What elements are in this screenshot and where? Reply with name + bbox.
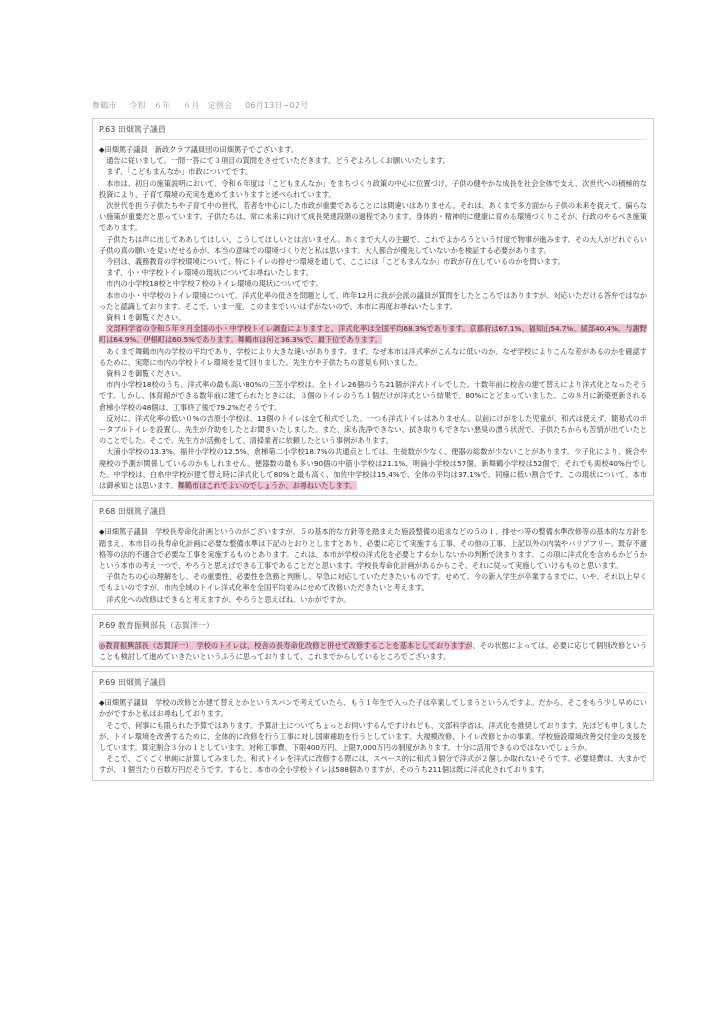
paragraph [99,290,647,312]
paragraph [99,234,647,256]
header-era: 令和 ６年 [129,101,171,110]
paragraph [99,379,647,413]
paragraph [99,753,647,775]
speaker-heading: P.69 田畑篤子議員 [99,675,647,693]
paragraph-text: 本市は、初日の施策説明において、令和６年度は「こどもまんなか」をまちづくり政策の中心に位置づけ、子供の健やかな成長を社会全体で支え、次世代への積極的な投資により、子育て環境の充実を進めてまいりますと述べられています。 [99,178,647,199]
speaker-heading: P.68 田畑篤子議員 [99,504,647,522]
header-date: 06月13日−02号 [245,101,309,110]
paragraph [99,178,647,200]
speech-section [92,500,654,609]
paragraph [99,256,647,267]
paragraph [99,720,647,754]
paragraph-text: まず、「こどもまんなか」市政についてです。 [106,167,253,177]
paragraph [99,267,647,278]
paragraph-text: 本市の小・中学校のトイレ環境について、洋式化率の低さを問題として、昨年12月に我が会派の議員が質問をしたところではありますが、対応いただける答弁ではなかったと認識しております。そこで、いま一度、このままでいいはずがないので、本市に再度お尋ねいたします。 [99,290,647,311]
paragraph [99,594,647,605]
paragraph-text: 資料１を御覧ください。 [106,313,186,323]
paragraph-text: 資料２を御覧ください。 [106,369,186,379]
paragraph [99,413,647,447]
paragraph-text: 反対に、洋式化率の低い０%の吉原小学校は、13個のトイレは全て和式でした。一つも洋式トイレはありません。以前にけがをした児童が、和式は使えず、簡易式のポータブルトイレを設置し、先生が介助をしたとお聞きいたしました。また、床も洗浄できない、拭き取りもできない悪臭の漂う状況で、子供たちからも苦情が出ていたとのことでした。そこで、先生方が活動をして、清掃業者に依頼したという事例があります。 [99,413,647,446]
paragraph-text: 大浦小学校の13.3%、福井小学校の12.5%、倉梯第二小学校18.7%の共通点としては、生徒数が少なく、便器の総数が少ないことがあります。少子化により、統合や廃校の予測が関係しているのかもしれません。便器数の最も多い90個の中筋小学校は21.1%、明倫小学校は57個、新舞鶴小学校は52個で、それでも両校40%台でした。中学校は、白糸中学校が建て替え時に洋式化して80%と最も高く、加佐中学校は15.4%で、全体の平均は37.1%で、同様に低い割合です。この現状について、本市は御承知とは思います。 [99,447,647,491]
paragraph [99,697,647,719]
paragraph [99,526,647,571]
highlighted-text: 舞鶴市はこれでよいのでしょうか、お尋ねいたします。 [177,481,357,491]
paragraph-text: 今回は、義務教育の学校環境について、特にトイレの排せつ環境を通して、ここには「こどもまんなか」市政が存在しているのかを問います。 [106,257,565,267]
paragraph-text: ◆田畑篤子議員 学校長寿命化計画というのがございますが、５の基本的な方針等を踏まえた施設整備の追求などの５の１、排せつ等の整備水準改修等の基本的な方針を踏まえ、本市目の長寿命化計画に必要な整備水準は下記のとおりとしますとあり、必要に応じて実施する工事、その他の工事、上記以外の内装やバリアフリー、既存不適格等の法的不適合で必要な工事を実施するものとあります。これは、本市が学校の洋式化を必要とするかしないかの判断で決まります。この項に洋式化を含めるかどうかという本市の考え一つで、やろうと思えばできる工事であることだと思います。学校長寿命化計画があるからこそ、それに従って実施していけるものと思います。 [99,527,647,570]
paragraph-text: まず、小・中学校トイレ環境の現状についてお尋ねいたします。 [106,268,313,278]
speaker-heading: P.63 田畑篤子議員 [99,122,647,140]
paragraph [99,640,647,662]
highlighted-text: 文部科学省の令和５年９月全国の小・中学校トイレ調査によりますと、洋式化率は全国平均68.3%であります。京都府は67.1%、福知山54.7%、綾部40.4%、与謝野町は64.9%、伊根町は60.5%であります。舞鶴市は何と36.3%で、最下位であります。 [99,324,647,345]
paragraph-text: ◆田畑篤子議員 新政クラブ議員団の田畑篤子でございます。 [99,145,299,154]
document-header [92,100,652,111]
paragraph-text: 、その状態によっては、必要に応じて個別改修ということも検討して進めていきたいというふうに思っておりまして、これまでからしているところでございます。 [99,640,647,661]
minutes-body [92,118,654,785]
paragraph-text: 市内小学校18校のうち、洋式率の最も高い80%の三笠小学校は、全トイレ26個のうち21個が洋式トイレでした。十数年前に校舎の建て替えにより洋式化となったそうです。しかし、体育館ができる数年前に建てられたときには、３個のトイレのうち１個だけが洋式という結果で、80%にとどまっていました。この８月に新築更新される倉梯小学校の48個は、工事終了後で79.2%だそうです。 [99,380,647,412]
paragraph [99,200,647,234]
paragraph [99,368,647,379]
speech-section [92,614,654,667]
paragraph-text: そこで、ごくごく単純に計算してみました。和式トイレを洋式に改修する際には、スペース的に和式３個分で洋式が２個しか取れないそうです。必要経費は、大まかですが、１個当たり百数万円だそうです。すると、本市の全小学校トイレは588個ありますが、そのうち211個は既に洋式化されております。 [99,754,647,775]
paragraph [99,346,647,368]
paragraph-text: 子供たちは声に出してああしてほしい、こうしてほしいとは言いません。あくまで大人の主観で、これでよかろうという忖度で物事が進みます。その大人がどれぐらい子供の真の願いを見いだせるかが、本当の意味での環境づくりだと私は思います。大人都合が優先していないかを検証する必要があります。 [99,234,647,255]
paragraph [99,166,647,177]
paragraph [99,278,647,289]
speaker-heading: P.69 教育振興部長（志賀洋一） [99,618,647,636]
paragraph-text: そこで、何事にも限られた予算ではあります。予算計上についてちょっとお伺いするんですけれども、文部科学省は、洋式化を推奨しております。先ほども申しましたが、トイレ環境を改善するために、全体的に改修を行う工事に対し国庫補助を行うとしています。大規模改修、トイレ改修とかの事業、学校施設環境改善交付金の支援をしています。算定割合３分の１としています。対称工事費、下限400万円、上限7,000万円の制度があります。十分に活用できるのではないでしょうか。 [99,720,647,752]
highlighted-text: ◎教育振興部長（志賀洋一） 学校のトイレは、校舎の長寿命化改修と併せて改修することを基本としておりますが [99,640,473,650]
paragraph-text: ◆田畑篤子議員 学校の改修とか建て替えとかというスパンで考えていたら、もう１年生で入った子は卒業してしまうというんですよ。だから、そこをもう少し早めにいかがですかと私はお尋ねしております。 [99,698,647,719]
paragraph [99,571,647,593]
paragraph-text: 通告に従いまして、一問一答にて３項目の質問をさせていただきます。どうぞよろしくお願いいたします。 [106,156,450,166]
paragraph [99,144,647,155]
speech-section [92,671,654,780]
paragraph-text: あくまで舞鶴市内の学校の平均であり、学校により大きな違いがあります。まず、なぜ本市は洋式率がこんなに低いのか、なぜ学校によりこんな差があるのかを確認するために、実際に市内の学校トイレ環境を見て回りました。先生方や子供たちの意見も伺いました。 [99,346,647,367]
paragraph-text: 子供たちの心の理解をし、その重要性、必要性を急務と判断し、早急に対応していただきたいものです。せめて、今の新入学生が卒業するまでに、いや、それ以上早くでもよいのですが、市内全域のトイレ洋式化率を全国平均並みにせめて改修いただきたいと考えます。 [99,572,647,593]
paragraph [99,155,647,166]
paragraph-text: 次世代を担う子供たちや子育て中の世代、若者を中心にした市政が重要であることには間違いはありません。それは、あくまで多方面から子供の未来を捉えて、偏らない施策が重要だと思っています。子供たちは、常に未来に向けて成長発達段階の過程であります。身体的・精神的に健康に育める環境づくりこそが、行政のやるべき施策であります。 [99,201,647,233]
paragraph [99,446,647,491]
paragraph-text: 市内の小学校18校と中学校７校のトイレ環境の現状についてです。 [106,279,323,289]
header-city: 舞鶴市 [92,101,117,110]
paragraph [99,312,647,323]
paragraph [99,323,647,345]
speech-section [92,118,654,496]
header-session: ６月 定例会 [183,101,233,110]
paragraph-text: 洋式化への改修はできると考えますが、やろうと思えばね。いかがですか。 [106,594,351,604]
